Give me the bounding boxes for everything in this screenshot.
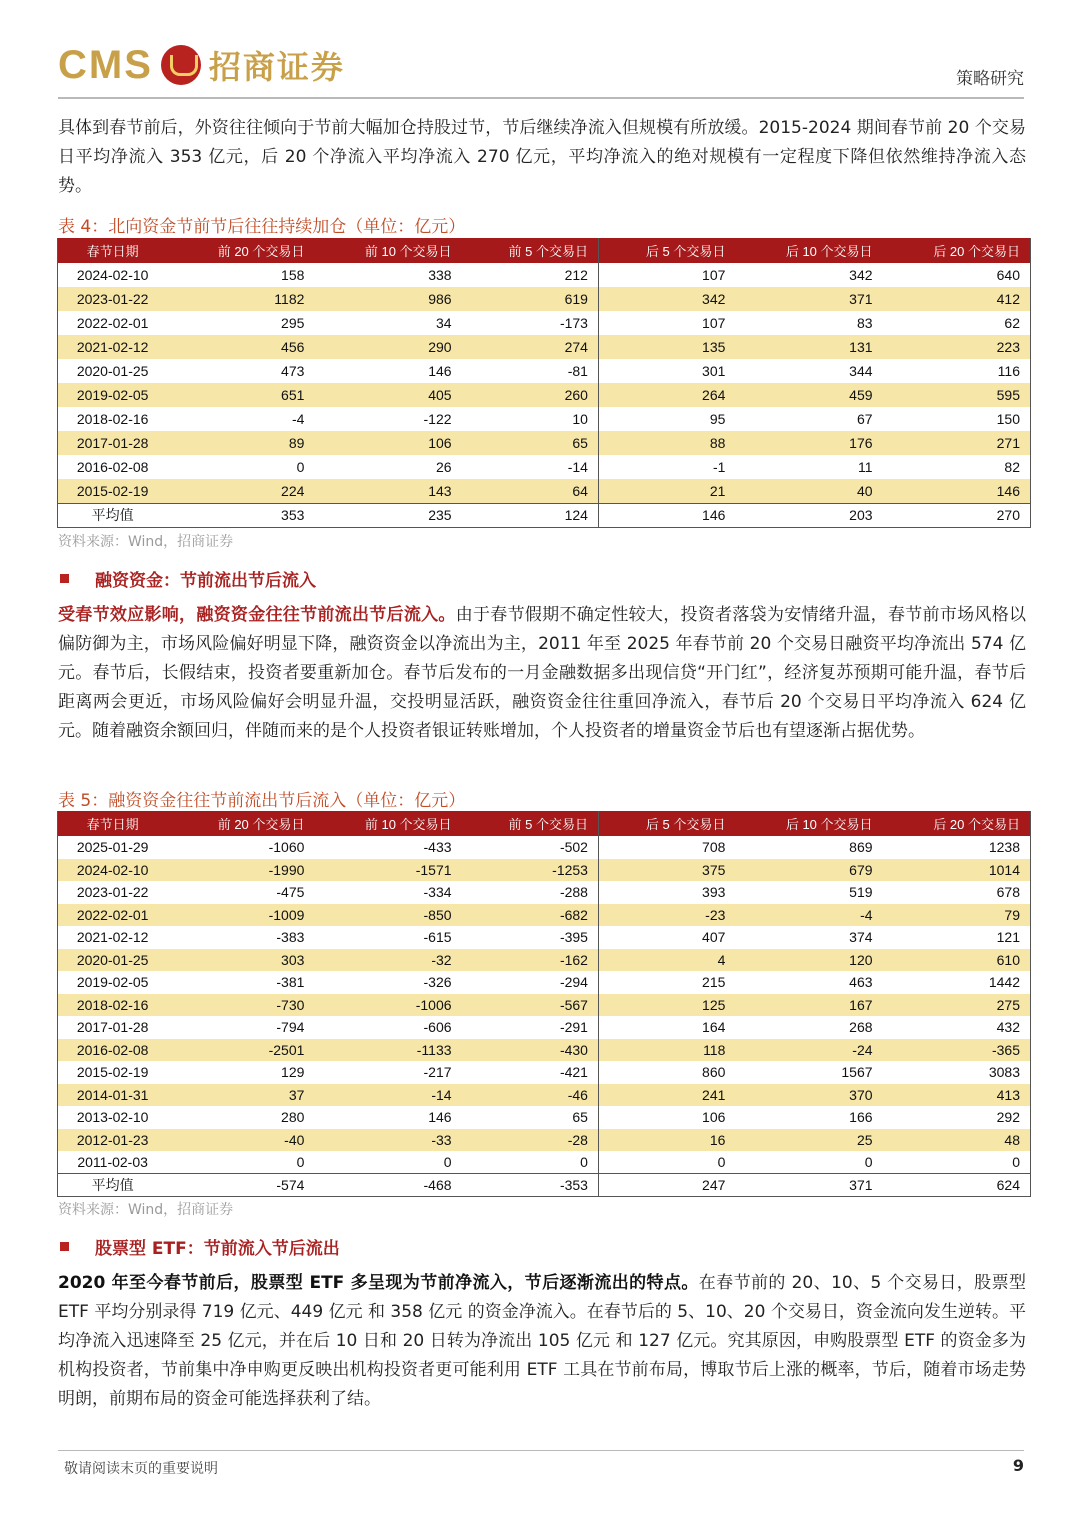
value-cell: 79 — [883, 904, 1031, 927]
value-cell: -1990 — [167, 859, 314, 882]
value-cell: 260 — [462, 383, 599, 407]
average-value-cell: -353 — [462, 1174, 599, 1197]
table-row — [58, 263, 1031, 287]
value-cell: 375 — [598, 859, 735, 882]
row-date-cell: 2021-02-12 — [58, 335, 168, 359]
table-row — [58, 359, 1031, 383]
value-cell: 34 — [435, 315, 452, 331]
value-cell: 146 — [428, 1109, 452, 1126]
value-cell: 303 — [167, 949, 314, 972]
row-date-cell: 2020-01-25 — [76, 363, 149, 379]
table-row — [58, 881, 1031, 904]
value-cell: 292 — [996, 1109, 1020, 1126]
average-row — [58, 1174, 1031, 1197]
average-value-cell: 353 — [167, 503, 314, 527]
row-date-cell: 2012-01-23 — [58, 1129, 168, 1152]
value-cell: -475 — [276, 884, 305, 901]
value-cell: 16 — [598, 1129, 735, 1152]
row-date-cell: 2017-01-28 — [76, 1019, 149, 1036]
value-cell: 463 — [849, 974, 873, 991]
value-cell: 3083 — [988, 1064, 1020, 1081]
average-value-cell: -468 — [314, 1174, 461, 1197]
value-cell: 0 — [1012, 1154, 1020, 1170]
value-cell: 338 — [428, 267, 452, 283]
table-row — [58, 1016, 1031, 1039]
column-header: 前 10 个交易日 — [314, 238, 461, 263]
value-cell: 393 — [598, 881, 735, 904]
value-cell: -334 — [423, 884, 452, 901]
value-cell: 432 — [996, 1019, 1020, 1036]
value-cell: -606 — [423, 1019, 452, 1036]
value-cell: 0 — [598, 1151, 735, 1174]
table4-source: 资料来源：Wind，招商证券 — [58, 534, 234, 550]
section-heading-etf-text: 股票型 ETF：节前流入节后流出 — [95, 1239, 340, 1259]
value-cell: 519 — [849, 884, 873, 901]
average-value-cell: 371 — [735, 1174, 882, 1197]
value-cell: 0 — [296, 1154, 305, 1170]
average-value-cell: 270 — [883, 503, 1031, 527]
value-cell: 371 — [735, 287, 882, 311]
value-cell: 48 — [883, 1129, 1031, 1152]
value-cell: 10 — [572, 411, 588, 427]
table5-margin — [57, 811, 1031, 1197]
value-cell: 106 — [598, 1106, 735, 1129]
value-cell: -383 — [276, 929, 305, 946]
value-cell: 0 — [296, 459, 305, 475]
value-cell: -2501 — [167, 1039, 314, 1062]
row-date-cell: 2023-01-22 — [76, 884, 149, 901]
table-row — [58, 859, 1031, 882]
value-cell: -365 — [883, 1039, 1031, 1062]
value-cell: 1014 — [883, 859, 1031, 882]
value-cell: 21 — [598, 479, 735, 503]
row-date-cell: 2020-01-25 — [58, 949, 168, 972]
value-cell: -421 — [559, 1064, 588, 1081]
value-cell: 1567 — [841, 1064, 873, 1081]
logo-text-cn: 招商证券 — [208, 48, 345, 86]
value-cell: 274 — [462, 335, 599, 359]
value-cell: 95 — [598, 407, 735, 431]
value-cell: -217 — [423, 1064, 452, 1081]
value-cell: 223 — [883, 335, 1031, 359]
row-date-cell: 2019-02-05 — [58, 383, 168, 407]
column-header: 后 10 个交易日 — [735, 811, 882, 836]
table-row — [58, 407, 1031, 431]
value-cell: 65 — [462, 431, 599, 455]
value-cell: 64 — [462, 479, 599, 503]
value-cell: 1442 — [988, 974, 1020, 991]
row-date-cell: 2025-01-29 — [76, 839, 149, 856]
value-cell: 118 — [598, 1039, 735, 1062]
value-cell: -682 — [462, 904, 599, 927]
value-cell: 37 — [167, 1084, 314, 1107]
average-value-cell: 124 — [462, 503, 599, 527]
value-cell: -4 — [291, 411, 305, 427]
intro-paragraph: 具体到春节前后，外资往往倾向于节前大幅加仓持股过节，节后继续净流入但规模有所放缓。2015-2024 期间春节前 20 个交易日平均净流入 353 亿元，后 20 个净流入平均净流入 270 亿元，平均净流入的绝对规模有一定程度下降但依然维持净流入态势。 — [58, 118, 1026, 196]
column-header: 后 10 个交易日 — [735, 238, 882, 263]
row-date-cell: 2019-02-05 — [76, 974, 149, 991]
value-cell: -40 — [167, 1129, 314, 1152]
value-cell: -430 — [462, 1039, 599, 1062]
average-value-cell: 624 — [883, 1174, 1031, 1197]
page-header — [58, 36, 1024, 96]
value-cell: 271 — [883, 431, 1031, 455]
value-cell: -1253 — [462, 859, 599, 882]
table-row — [58, 455, 1031, 479]
value-cell: 301 — [598, 359, 735, 383]
row-date-cell: 2013-02-10 — [76, 1109, 149, 1126]
value-cell: -326 — [423, 974, 452, 991]
table-row — [58, 1129, 1031, 1152]
value-cell: 120 — [735, 949, 882, 972]
table5-body — [58, 836, 1031, 1196]
value-cell: 459 — [735, 383, 882, 407]
table-row — [58, 836, 1031, 859]
value-cell: -1060 — [268, 839, 305, 856]
value-cell: 860 — [598, 1061, 735, 1084]
column-header: 前 5 个交易日 — [462, 238, 599, 263]
table-row — [58, 479, 1031, 503]
row-date-cell: 2024-02-10 — [76, 267, 149, 283]
value-cell: 473 — [281, 363, 305, 379]
value-cell: 143 — [314, 479, 461, 503]
value-cell: -615 — [423, 929, 452, 946]
value-cell: 107 — [598, 311, 735, 335]
value-cell: 65 — [572, 1109, 588, 1126]
value-cell: 0 — [443, 1154, 452, 1170]
value-cell: -1006 — [314, 994, 461, 1017]
table-row — [58, 1084, 1031, 1107]
logo-text-en: CMS — [58, 42, 153, 87]
table-row — [58, 383, 1031, 407]
value-cell: -395 — [559, 929, 588, 946]
value-cell: 62 — [1004, 315, 1020, 331]
table4-northbound — [57, 238, 1031, 528]
average-value-cell: 146 — [598, 503, 735, 527]
value-cell: 212 — [564, 267, 588, 283]
table-row — [58, 311, 1031, 335]
average-value-cell: -574 — [167, 1174, 314, 1197]
value-cell: 40 — [735, 479, 882, 503]
value-cell: -173 — [559, 315, 588, 331]
value-cell: 25 — [735, 1129, 882, 1152]
value-cell: -502 — [559, 839, 588, 856]
value-cell: 1238 — [988, 839, 1020, 856]
value-cell: 412 — [883, 287, 1031, 311]
table-row — [58, 926, 1031, 949]
row-date-cell: 2022-02-01 — [76, 315, 149, 331]
table4-body — [58, 263, 1031, 527]
value-cell: 619 — [462, 287, 599, 311]
value-cell: 116 — [997, 363, 1020, 379]
table-row — [58, 904, 1031, 927]
value-cell: 708 — [598, 836, 735, 859]
value-cell: -730 — [167, 994, 314, 1017]
value-cell: -1571 — [314, 859, 461, 882]
value-cell: 176 — [735, 431, 882, 455]
margin-lead-sentence: 受春节效应影响，融资资金往往节前流出节后流入。 — [58, 605, 456, 625]
value-cell: -1009 — [167, 904, 314, 927]
value-cell: -24 — [735, 1039, 882, 1062]
row-date-cell: 2024-02-10 — [58, 859, 168, 882]
value-cell: 413 — [883, 1084, 1031, 1107]
value-cell: -1133 — [314, 1039, 461, 1062]
value-cell: 610 — [883, 949, 1031, 972]
department-label: 策略研究 — [956, 69, 1024, 89]
value-cell: 158 — [281, 267, 305, 283]
average-value-cell: 247 — [598, 1174, 735, 1197]
value-cell: -288 — [559, 884, 588, 901]
value-cell: -33 — [314, 1129, 461, 1152]
bullet-square-icon — [60, 1242, 69, 1251]
value-cell: 83 — [856, 315, 873, 331]
average-label-cell: 平均值 — [58, 1174, 168, 1197]
etf-body-text: 在春节前的 20、10、5 个交易日，股票型 ETF 平均分别录得 719 亿元、449 亿元 和 358 亿元 的资金净流入。在春节后的 5、10、20 个交易日，资金流向发生逆转。平均净流入迅速降至 25 亿元，并在后 10 日和 20 日转为净流出 105 亿元 和 127 亿元。究其原因，申购股票型 ETF 的资金多为机构投资者，节前集中净申购更反映出机构投资者更可能利用 ETF 工具在节前布局，博取节后上涨的概率，节后，随着市场走势明朗，前期布局的资金可能选择获利了结。 — [58, 1273, 1026, 1409]
value-cell: 275 — [883, 994, 1031, 1017]
column-header: 后 20 个交易日 — [883, 811, 1031, 836]
value-cell: 456 — [167, 335, 314, 359]
average-row — [58, 503, 1031, 527]
value-cell: -14 — [567, 459, 588, 475]
value-cell: 0 — [864, 1154, 873, 1170]
value-cell: 290 — [314, 335, 461, 359]
value-cell: -4 — [735, 904, 882, 927]
row-date-cell: 2015-02-19 — [58, 479, 168, 503]
value-cell: 651 — [167, 383, 314, 407]
value-cell: -381 — [276, 974, 305, 991]
row-date-cell: 2016-02-08 — [76, 459, 149, 475]
value-cell: 167 — [735, 994, 882, 1017]
table-row — [58, 1106, 1031, 1129]
margin-body-text: 由于春节假期不确定性较大，投资者落袋为安情绪升温，春节前市场风格以偏防御为主，市场风险偏好明显下降，融资资金以净流出为主，2011 年至 2025 年春节前 20 个交易日融资平均净流出 574 亿元。春节后，长假结束，投资者要重新加仓。春节后发布的一月金融数据多出现信贷“开门红”，经济复苏预期可能升温，春节后距离两会更近，市场风险偏好会明显升温，交投明显活跃，融资资金往往重回净流入，春节后 20 个交易日平均净流入 624 亿元。随着融资余额回归，伴随而来的是个人投资者银证转账增加，个人投资者的增量资金节后也有望逐渐占据优势。 — [58, 605, 1027, 741]
value-cell: 164 — [598, 1016, 735, 1039]
cms-logo — [58, 40, 345, 90]
table4-title: 表 4：北向资金节前节后往往持续加仓（单位：亿元） — [58, 217, 466, 237]
value-cell: -14 — [314, 1084, 461, 1107]
table5-header-row — [58, 811, 1031, 836]
section-heading-margin-text: 融资资金：节前流出节后流入 — [95, 571, 316, 591]
page-number: 9 — [1012, 1456, 1024, 1475]
table-row — [58, 1151, 1031, 1174]
value-cell: -32 — [314, 949, 461, 972]
value-cell: 224 — [167, 479, 314, 503]
average-value-cell: 203 — [735, 503, 882, 527]
value-cell: 166 — [849, 1109, 873, 1126]
value-cell: 4 — [598, 949, 735, 972]
value-cell: 67 — [856, 411, 873, 427]
table4-header-row — [58, 238, 1031, 263]
table-row — [58, 287, 1031, 311]
table-row — [58, 335, 1031, 359]
table-row — [58, 1039, 1031, 1062]
etf-paragraph — [58, 1269, 1026, 1414]
row-date-cell: 2021-02-12 — [76, 929, 149, 946]
table-row — [58, 994, 1031, 1017]
value-cell: 869 — [849, 839, 873, 856]
average-label-cell: 平均值 — [58, 503, 168, 527]
section-heading-etf — [58, 1234, 340, 1259]
value-cell: 82 — [1004, 459, 1020, 475]
table-row — [58, 1061, 1031, 1084]
value-cell: 264 — [598, 383, 735, 407]
margin-paragraph — [58, 601, 1026, 746]
section-heading-margin — [58, 566, 316, 591]
value-cell: 89 — [167, 431, 314, 455]
value-cell: 407 — [598, 926, 735, 949]
column-header: 前 20 个交易日 — [167, 238, 314, 263]
column-header: 后 5 个交易日 — [598, 811, 735, 836]
value-cell: 678 — [996, 884, 1020, 901]
row-date-cell: 2014-01-31 — [58, 1084, 168, 1107]
value-cell: 11 — [857, 459, 873, 475]
value-cell: -28 — [462, 1129, 599, 1152]
value-cell: 241 — [598, 1084, 735, 1107]
average-value-cell: 235 — [314, 503, 461, 527]
value-cell: -294 — [559, 974, 588, 991]
value-cell: 88 — [598, 431, 735, 455]
value-cell: 0 — [580, 1154, 588, 1170]
row-date-cell: 2016-02-08 — [58, 1039, 168, 1062]
column-header: 前 5 个交易日 — [462, 811, 599, 836]
value-cell: 679 — [735, 859, 882, 882]
etf-lead-sentence: 2020 年至今春节前后，股票型 ETF 多呈现为节前净流入，节后逐渐流出的特点。 — [58, 1273, 699, 1293]
value-cell: -567 — [462, 994, 599, 1017]
value-cell: 146 — [428, 363, 452, 379]
value-cell: 146 — [883, 479, 1031, 503]
table-row — [58, 971, 1031, 994]
value-cell: 129 — [281, 1064, 305, 1081]
table5-source: 资料来源：Wind，招商证券 — [58, 1202, 234, 1218]
value-cell: -433 — [423, 839, 452, 856]
row-date-cell: 2018-02-16 — [58, 994, 168, 1017]
value-cell: 640 — [996, 267, 1020, 283]
column-header: 春节日期 — [58, 811, 168, 836]
value-cell: -1 — [598, 455, 735, 479]
column-header: 前 20 个交易日 — [167, 811, 314, 836]
value-cell: -794 — [276, 1019, 305, 1036]
value-cell: 342 — [598, 287, 735, 311]
value-cell: 107 — [598, 263, 735, 287]
row-date-cell: 2018-02-16 — [76, 411, 149, 427]
column-header: 后 5 个交易日 — [598, 238, 735, 263]
bullet-square-icon — [60, 574, 69, 583]
table-row — [58, 949, 1031, 972]
value-cell: 215 — [598, 971, 735, 994]
column-header: 前 10 个交易日 — [314, 811, 461, 836]
value-cell: 106 — [314, 431, 461, 455]
value-cell: 121 — [996, 929, 1020, 946]
column-header: 后 20 个交易日 — [883, 238, 1031, 263]
table5-title: 表 5：融资资金往往节前流出节后流入（单位：亿元） — [58, 791, 466, 811]
value-cell: 1182 — [167, 287, 314, 311]
header-divider — [58, 97, 1024, 99]
logo-emblem-icon — [161, 45, 201, 85]
value-cell: 26 — [435, 459, 452, 475]
value-cell: 268 — [849, 1019, 873, 1036]
value-cell: 280 — [281, 1109, 305, 1126]
value-cell: 150 — [996, 411, 1020, 427]
footer-divider — [58, 1450, 1024, 1451]
value-cell: 595 — [883, 383, 1031, 407]
value-cell: 370 — [735, 1084, 882, 1107]
value-cell: 374 — [849, 929, 873, 946]
value-cell: 135 — [598, 335, 735, 359]
value-cell: 125 — [598, 994, 735, 1017]
footer-note: 敬请阅读末页的重要说明 — [64, 1461, 218, 1477]
value-cell: 131 — [735, 335, 882, 359]
value-cell: -162 — [462, 949, 599, 972]
row-date-cell: 2015-02-19 — [76, 1064, 149, 1081]
value-cell: 986 — [314, 287, 461, 311]
value-cell: 405 — [314, 383, 461, 407]
table-row — [58, 431, 1031, 455]
value-cell: -291 — [559, 1019, 588, 1036]
row-date-cell: 2022-02-01 — [58, 904, 168, 927]
value-cell: 344 — [849, 363, 873, 379]
value-cell: 295 — [281, 315, 305, 331]
value-cell: 342 — [849, 267, 873, 283]
value-cell: -850 — [314, 904, 461, 927]
row-date-cell: 2011-02-03 — [77, 1154, 148, 1170]
row-date-cell: 2017-01-28 — [58, 431, 168, 455]
value-cell: -81 — [567, 363, 588, 379]
column-header: 春节日期 — [58, 238, 168, 263]
value-cell: -122 — [423, 411, 452, 427]
value-cell: -23 — [598, 904, 735, 927]
value-cell: -46 — [462, 1084, 599, 1107]
row-date-cell: 2023-01-22 — [58, 287, 168, 311]
